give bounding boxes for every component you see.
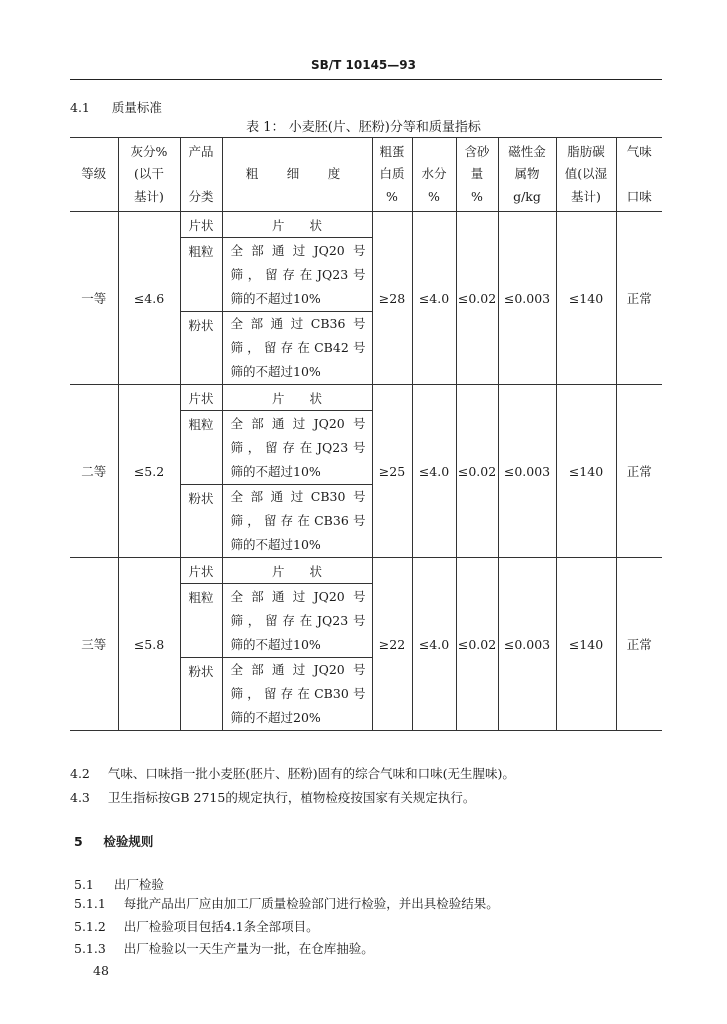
col-moisture [412,138,456,212]
col-fat-value [556,138,616,212]
table-row [70,385,662,411]
col-ash-line: 基计) [134,188,164,204]
para-text: 出厂检验以一天生产量为一批，在仓库抽验。 [123,941,374,956]
fineness-cell: 片 状 [222,212,372,238]
ash-cell: ≤5.2 [118,385,180,558]
table-row [70,558,662,584]
header-rule [70,79,662,80]
product-type-cell: 粉状 [180,485,222,558]
col-fat-value-line: 值(以湿 [564,166,608,182]
fineness-line: 筛的不超过20% [230,710,321,725]
metal-cell: ≤0.003 [498,212,556,385]
fineness-cell [222,238,372,312]
fineness-line: 筛的不超过10% [230,636,321,652]
para-4-3 [70,788,475,806]
ash-cell: ≤5.8 [118,558,180,731]
protein-cell: ≥28 [372,212,412,385]
col-odor-line: 气味 [626,144,652,159]
col-metal-line: g/kg [513,188,541,204]
col-fat-value-line: 脂肪碳 [567,143,605,159]
section-4-1 [70,98,162,116]
fineness-line: 筛，留存在JQ23号 [230,612,366,628]
para-number: 4.3 [70,790,90,805]
section-5 [74,832,153,850]
product-type-cell: 粉状 [180,312,222,385]
col-protein-line: % [386,188,398,204]
product-type-cell: 粗粒 [180,238,222,312]
quality-table [70,137,662,731]
fat-value-cell: ≤140 [556,212,616,385]
col-product-class [180,138,222,212]
sand-cell: ≤0.02 [456,385,498,558]
fineness-line: 筛，留存在JQ23号 [230,439,366,455]
para-text: 每批产品出厂应由加工厂质量检验部门进行检验，并出具检验结果。 [123,896,499,911]
col-product-class-line: 分类 [188,188,214,204]
col-sand-line: 含砂 [464,143,490,159]
fineness-line: 全部通过JQ20号 [230,242,366,258]
col-fat-value-line: 基计) [571,188,601,204]
fineness-line: 筛的不超过10% [230,537,321,552]
grade-cell: 一等 [70,212,118,385]
para-text: 气味、口味指一批小麦胚(胚片、胚粉)固有的综合气味和口味(无生腥味)。 [107,766,515,781]
para-5-1-3 [74,939,374,957]
fineness-cell [222,485,372,558]
col-product-class-line: 产品 [188,144,214,159]
fineness-cell [222,584,372,658]
fineness-line: 全部通过JQ20号 [230,415,366,431]
grade-cell: 三等 [70,558,118,731]
col-fineness: 粗 细 度 [222,138,372,212]
moisture-cell: ≤4.0 [412,558,456,731]
ash-cell: ≤4.6 [118,212,180,385]
col-sand-line: 量 [470,166,484,182]
fineness-cell: 片 状 [222,385,372,411]
section-number: 4.1 [70,100,90,115]
product-type-cell: 粗粒 [180,584,222,658]
odor-cell: 正常 [616,385,662,558]
odor-cell: 正常 [616,558,662,731]
fineness-cell [222,658,372,731]
section-title: 出厂检验 [113,877,164,892]
col-odor [616,138,662,212]
col-moisture-line: 水分 [421,166,447,181]
protein-cell: ≥25 [372,385,412,558]
product-type-cell: 粉状 [180,658,222,731]
table-caption: 表 1： 小麦胚(片、胚粉)分等和质量指标 [246,120,481,135]
fineness-line: 全部通过CB30号 [230,489,366,504]
section-number: 5 [74,834,83,849]
section-number: 5.1 [74,877,94,892]
col-protein-line: 粗蛋 [379,143,405,159]
para-number: 5.1.2 [74,919,106,934]
col-ash-line: (以干 [134,166,164,182]
moisture-cell: ≤4.0 [412,385,456,558]
para-5-1-2 [74,917,319,935]
fineness-line: 全部通过CB36号 [230,316,366,331]
product-type-cell: 粗粒 [180,411,222,485]
sand-cell: ≤0.02 [456,212,498,385]
col-metal-line: 属物 [514,166,540,182]
col-ash [118,138,180,212]
para-text: 卫生指标按GB 2715的规定执行，植物检疫按国家有关规定执行。 [107,790,476,805]
fineness-cell [222,312,372,385]
page-number: 48 [93,963,109,978]
fineness-line: 筛的不超过10% [230,364,321,379]
fineness-line: 全部通过JQ20号 [230,588,366,604]
table-row [70,212,662,238]
col-grade: 等级 [70,138,118,212]
col-metal [498,138,556,212]
col-sand-line: % [471,188,483,204]
fineness-cell [222,411,372,485]
para-number: 4.2 [70,766,90,781]
fineness-line: 筛，留存在CB36号 [230,513,366,528]
product-type-cell: 片状 [180,558,222,584]
para-text: 出厂检验项目包括4.1条全部项目。 [123,919,319,934]
col-ash-line: 灰分% [130,143,168,159]
fat-value-cell: ≤140 [556,385,616,558]
fineness-line: 筛，留存在JQ23号 [230,266,366,282]
col-metal-line: 磁性金 [508,143,546,159]
metal-cell: ≤0.003 [498,558,556,731]
sand-cell: ≤0.02 [456,558,498,731]
para-number: 5.1.1 [74,896,106,911]
section-5-1 [74,875,164,893]
odor-cell: 正常 [616,212,662,385]
protein-cell: ≥22 [372,558,412,731]
fat-value-cell: ≤140 [556,558,616,731]
grade-cell: 二等 [70,385,118,558]
col-moisture-line: % [428,188,440,204]
col-odor-line: 口味 [626,188,652,204]
section-title: 检验规则 [103,834,154,849]
para-4-2 [70,764,515,782]
col-protein [372,138,412,212]
para-number: 5.1.3 [74,941,106,956]
fineness-line: 全部通过JQ20号 [230,662,366,677]
col-protein-line: 白质 [379,166,405,182]
product-type-cell: 片状 [180,212,222,238]
moisture-cell: ≤4.0 [412,212,456,385]
fineness-cell: 片 状 [222,558,372,584]
fineness-line: 筛的不超过10% [230,463,321,479]
fineness-line: 筛，留存在CB42号 [230,340,366,355]
product-type-cell: 片状 [180,385,222,411]
standard-number: SB/T 10145—93 [311,58,416,72]
section-title: 质量标准 [111,100,162,115]
col-sand [456,138,498,212]
fineness-line: 筛，留存在CB30号 [230,686,366,701]
para-5-1-1 [74,894,499,912]
fineness-line: 筛的不超过10% [230,290,321,306]
metal-cell: ≤0.003 [498,385,556,558]
